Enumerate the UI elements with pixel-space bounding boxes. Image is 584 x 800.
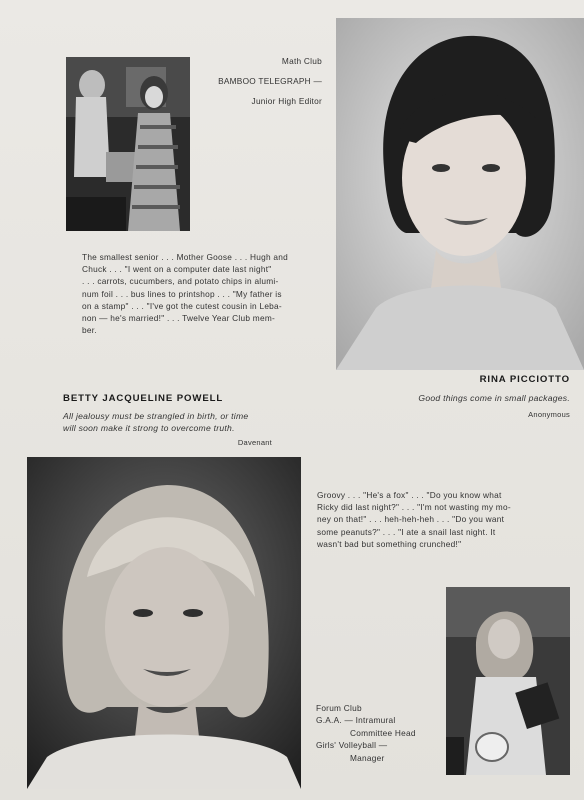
bio-line: some peanuts?" . . . "I ate a snail last night. It <box>317 526 496 537</box>
bio-line: Groovy . . . "He's a fox" . . . "Do you know what <box>317 490 502 500</box>
rina-quote-author: Anonymous <box>528 410 570 419</box>
bio-line: num foil . . . bus lines to printshop . . . "My father is <box>82 288 282 299</box>
bio-line: wasn't bad but something crunched!" <box>317 538 462 549</box>
quote-line: will soon make it strong to overcome truth. <box>63 423 235 434</box>
betty-name: BETTY JACQUELINE POWELL <box>63 393 224 404</box>
candid-photo-rina <box>66 57 190 231</box>
activity-line: G.A.A. — Intramural <box>316 715 396 726</box>
betty-activities <box>316 702 444 764</box>
activity-line: Forum Club <box>316 703 362 713</box>
bio-line: Chuck . . . "I went on a computer date last night" <box>82 264 272 275</box>
rina-activities <box>196 51 322 111</box>
betty-quote <box>63 410 313 434</box>
activity-line: Math Club <box>281 56 322 66</box>
betty-quote-author: Davenant <box>237 438 272 447</box>
candid-photo-betty <box>446 587 570 775</box>
portrait-rina <box>336 18 584 370</box>
bio-line: Ricky did last night?" . . . "I'm not wasting my mo- <box>317 502 511 513</box>
portrait-betty <box>27 457 301 789</box>
activity-line: Girls' Volleyball — <box>316 740 388 751</box>
activity-line: Manager <box>350 752 385 763</box>
rina-name: RINA PICCIOTTO <box>479 374 570 385</box>
rina-bio <box>82 251 332 336</box>
bio-line: The smallest senior . . . Mother Goose . . . Hugh and <box>82 252 289 262</box>
bio-line: . . . carrots, cucumbers, and potato chips in alumi- <box>82 276 279 287</box>
bio-line: ber. <box>82 325 97 336</box>
activity-line: Junior High Editor <box>251 96 322 106</box>
activity-line: BAMBOO TELEGRAPH — <box>218 76 322 86</box>
rina-quote: Good things come in small packages. <box>418 393 570 403</box>
betty-bio <box>317 489 567 550</box>
bio-line: non — he's married!" . . . Twelve Year Club mem- <box>82 313 275 324</box>
activity-line: Committee Head <box>350 727 416 738</box>
quote-line: All jealousy must be strangled in birth, or time <box>63 411 249 421</box>
bio-line: ney on that!" . . . heh-heh-heh . . . "Do you want <box>317 514 505 525</box>
bio-line: on a stamp" . . . "I've got the cutest cousin in Leba- <box>82 300 282 311</box>
